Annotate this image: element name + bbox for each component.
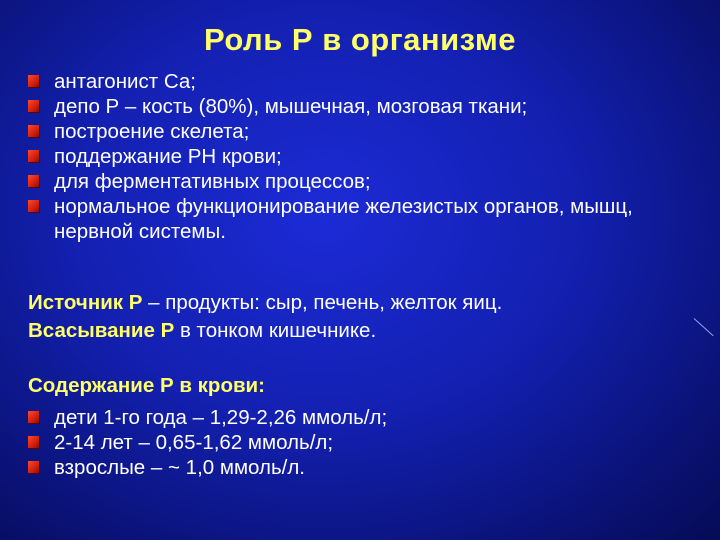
role-text: депо Р – кость (80%), мышечная, мозговая ткани; — [54, 95, 528, 118]
list-item — [26, 119, 706, 144]
square-bullet-icon — [28, 200, 39, 212]
absorption-label: Всасывание Р — [28, 319, 175, 342]
source-label: Источник Р — [28, 291, 143, 314]
role-text: нормальное функционирование железистых органов, мышц, нервной системы. — [54, 195, 633, 243]
list-item — [26, 455, 706, 480]
blood-level-text: 2-14 лет – 0,65-1,62 ммоль/л; — [54, 431, 334, 454]
list-item — [26, 69, 706, 94]
source-text: – продукты: сыр, печень, желток яиц. — [142, 291, 503, 314]
square-bullet-icon — [28, 100, 39, 112]
role-text: антагонист Са; — [54, 70, 196, 93]
square-bullet-icon — [28, 150, 39, 162]
source-line — [28, 290, 502, 315]
roles-list — [26, 69, 706, 244]
blood-level-text: взрослые – ~ 1,0 ммоль/л. — [54, 456, 305, 479]
blood-heading: Содержание Р в крови: — [28, 374, 265, 397]
square-bullet-icon — [28, 461, 39, 473]
decorative-line — [694, 318, 714, 336]
absorption-text: в тонком кишечнике. — [174, 319, 377, 342]
role-text: построение скелета; — [54, 120, 250, 143]
square-bullet-icon — [28, 125, 39, 137]
list-item — [26, 194, 706, 244]
square-bullet-icon — [28, 436, 39, 448]
blood-level-text: дети 1-го года – 1,29-2,26 ммоль/л; — [54, 406, 388, 429]
absorption-line — [28, 318, 376, 343]
blood-levels-list — [26, 405, 706, 480]
square-bullet-icon — [28, 175, 39, 187]
role-text: поддержание РН крови; — [54, 145, 282, 168]
slide-title: Роль Р в организме — [203, 22, 516, 57]
role-text: для ферментативных процессов; — [54, 170, 371, 193]
list-item — [26, 144, 706, 169]
square-bullet-icon — [28, 411, 39, 423]
list-item — [26, 94, 706, 119]
list-item — [26, 405, 706, 430]
square-bullet-icon — [28, 75, 39, 87]
list-item — [26, 169, 706, 194]
list-item — [26, 430, 706, 455]
